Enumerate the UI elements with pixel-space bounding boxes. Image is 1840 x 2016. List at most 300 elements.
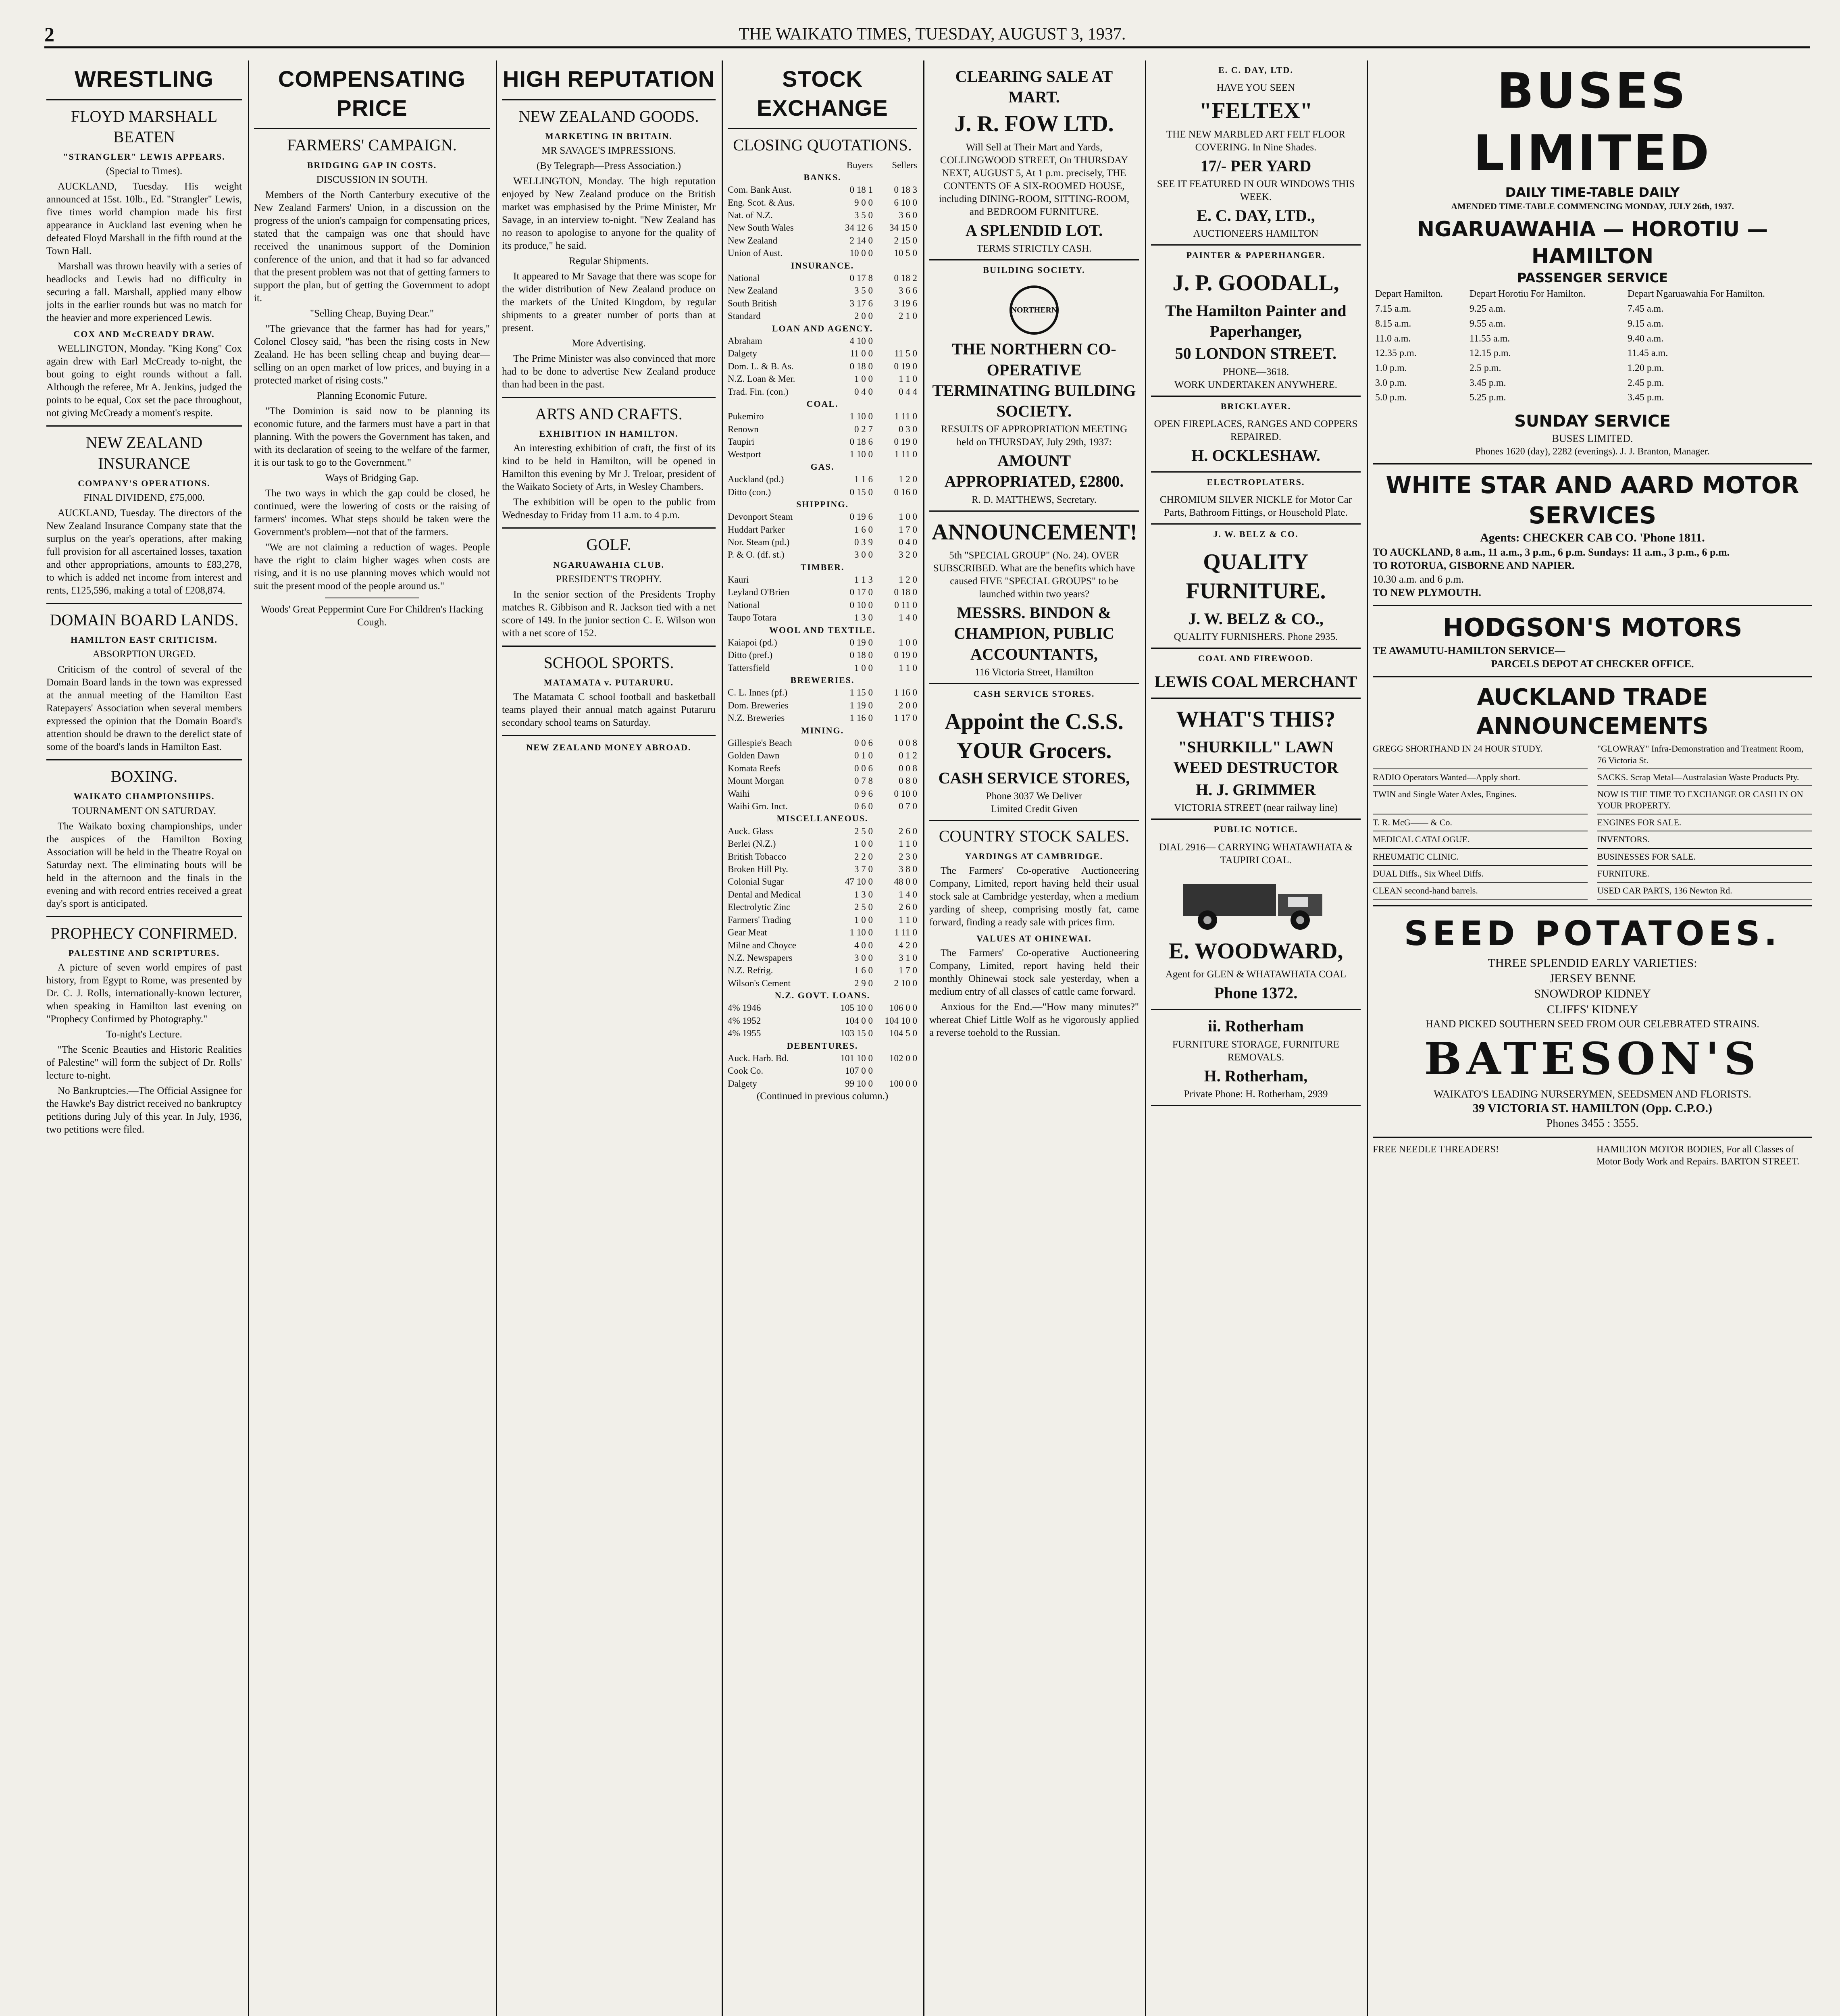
trade-announcements — [1373, 741, 1812, 900]
stock-price: 2 5 0 — [854, 826, 873, 836]
headline-boxing: BOXING. — [110, 767, 178, 786]
trade-banner: AUCKLAND TRADE ANNOUNCEMENTS — [1476, 684, 1709, 739]
article-paragraph: The Farmers' Co-operative Auctioneering Company, Limited, report having held their monthly Ohinewai stock sale yesterday, when a medium entry of all classes of cattle came forward. — [929, 947, 1139, 997]
stock-name: Berlei (N.Z.) — [728, 839, 776, 849]
stock-group-header: DEBENTURES. — [787, 1040, 858, 1051]
column-header: Buyers — [846, 160, 873, 170]
subhead-strangler: "STRANGLER" LEWIS APPEARS. — [63, 152, 225, 162]
table-row — [728, 599, 917, 611]
advert-heading: "FELTEX" — [1199, 98, 1313, 124]
table-row — [728, 335, 917, 347]
article-paragraph: "We are not claiming a reduction of wages. People have the right to claim higher wages when costs are rising, and it is no use planning moves which would not suit the present mood of the people around us." — [254, 541, 490, 591]
advert-line: Private Phone: H. Rotherham, 2939 — [1184, 1088, 1328, 1100]
advert-needle-threaders: FREE NEEDLE THREADERS! — [1373, 1144, 1499, 1155]
table-row — [728, 863, 917, 875]
subhead-exhibition: EXHIBITION IN HAMILTON. — [539, 429, 679, 439]
timetable-cell: 9.55 a.m. — [1469, 318, 1506, 329]
stock-price: 0 4 0 — [854, 386, 873, 397]
stock-name: Leyland O'Brien — [728, 587, 789, 598]
stock-name: Ditto (con.) — [728, 487, 771, 497]
stock-price: 3 8 0 — [899, 864, 917, 874]
advert-heading: ii. Rotherham — [1208, 1017, 1304, 1035]
parcels-depot: PARCELS DEPOT AT CHECKER OFFICE. — [1491, 658, 1694, 670]
stock-name: Golden Dawn — [728, 750, 780, 761]
column-6 — [1151, 60, 1361, 2016]
subhead-final-dividend: FINAL DIVIDEND, £75,000. — [83, 492, 205, 503]
route-line: TO NEW PLYMOUTH. — [1373, 586, 1481, 598]
stock-price: 1 4 0 — [899, 889, 917, 900]
section-label: BRICKLAYER. — [1220, 401, 1291, 411]
stock-price: 2 1 0 — [899, 311, 917, 321]
table-row — [728, 1077, 917, 1090]
table-row — [728, 800, 917, 812]
article-paragraph: A picture of seven world empires of past history, from Egypt to Rome, was presented by Dr. C. J. Rolls, internationally-known lecturer, when speaking in Hamilton last evening on "Prophecy Confirmed by Photography." — [46, 962, 242, 1025]
stock-price: 3 19 6 — [894, 298, 917, 308]
bus-timetable — [1373, 286, 1812, 406]
stock-price: 3 17 6 — [849, 298, 873, 308]
timetable-amended: AMENDED TIME-TABLE COMMENCING MONDAY, JULY 26th, 1937. — [1451, 201, 1734, 212]
stock-price: 2 14 0 — [849, 235, 873, 246]
stock-price: 1 0 0 — [854, 374, 873, 384]
table-row — [1374, 317, 1811, 331]
timetable-cell: 7.45 a.m. — [1627, 304, 1664, 314]
stock-price: 10 5 0 — [894, 248, 917, 258]
advert-line: MESSRS. BINDON & CHAMPION, PUBLIC ACCOUNTANTS, — [954, 604, 1114, 663]
stock-price: 1 1 0 — [899, 374, 917, 384]
table-row — [728, 448, 917, 460]
stock-price: 1 1 0 — [899, 839, 917, 849]
stock-price: 107 0 0 — [845, 1066, 873, 1076]
truck-icon — [1179, 872, 1332, 932]
table-row — [728, 662, 917, 674]
table-row — [728, 486, 917, 498]
advert-line: SEE IT FEATURED IN OUR WINDOWS THIS WEEK. — [1157, 179, 1355, 203]
trade-item: MEDICAL CATALOGUE. — [1373, 831, 1588, 848]
stock-price: 0 17 0 — [849, 587, 873, 598]
table-row — [728, 410, 917, 423]
stock-name: N.Z. Refrig. — [728, 965, 773, 976]
stock-name: Renown — [728, 424, 759, 434]
article-paragraph: WELLINGTON, Monday. "King Kong" Cox again drew with Earl McCready to-night, the bout going to eight rounds without a fall. Although the referee, Mr A. Jenkins, judged the points to be equal, Cox set the pace throughout, not giving McCready a moment's respite. — [46, 343, 242, 419]
advert-line: AMOUNT APPROPRIATED, £2800. — [944, 452, 1124, 491]
stock-price: 1 10 0 — [849, 449, 873, 460]
timetable-label: DAILY TIME-TABLE DAILY — [1505, 185, 1680, 200]
subhead-farmers-campaign: FARMERS' CAMPAIGN. — [287, 136, 457, 154]
stock-price: 0 19 6 — [849, 512, 873, 522]
stock-price: 0 8 0 — [899, 776, 917, 786]
page-number: 2 — [44, 23, 54, 46]
headline-arts-crafts: ARTS AND CRAFTS. — [535, 405, 683, 423]
stock-price: 0 3 0 — [899, 424, 917, 434]
advert-line: WORK UNDERTAKEN ANYWHERE. — [1174, 379, 1338, 390]
stock-price: 1 19 0 — [849, 700, 873, 710]
table-row — [728, 611, 917, 624]
stock-price: 1 7 0 — [899, 965, 917, 976]
advert-heading: CLEARING SALE AT MART. — [955, 67, 1113, 106]
stock-price: 0 7 8 — [854, 776, 873, 786]
stock-price: 0 1 0 — [854, 750, 873, 761]
subhead-cambridge: YARDINGS AT CAMBRIDGE. — [965, 851, 1103, 861]
seed-variety: SNOWDROP KIDNEY — [1534, 987, 1651, 1001]
stock-group-header: MINING. — [801, 725, 844, 735]
article-paragraph: Criticism of the control of several of the Domain Board lands in the town was expressed at the annual meeting of the Hamilton East Ratepayers' Association when several members expressed the opinion that the Domain Board's attention should be drawn to the derelict state of some of the board's lands in Hamilton East. — [46, 664, 242, 753]
advert-chromium — [1151, 489, 1361, 525]
stock-price: 3 5 0 — [854, 285, 873, 296]
advert-line: Phone 1372. — [1214, 984, 1298, 1002]
section-label: J. W. BELZ & CO. — [1213, 529, 1299, 539]
article-paragraph: In the senior section of the Presidents Trophy matches R. Gibbison and R. Jackson tied with a net score of 149. In the junior section C. E. Wilson won with a net score of 152. — [502, 589, 716, 639]
table-row — [728, 347, 917, 360]
article-paragraph: No Bankruptcies.—The Official Assignee for the Hawke's Bay district received no bankruptcy petitions during July of this year. In July, 1936, two petitions were filed. — [46, 1085, 242, 1135]
stock-price: 0 2 7 — [854, 424, 873, 434]
table-row — [728, 360, 917, 373]
table-row — [728, 423, 917, 435]
timetable-cell: 3.0 p.m. — [1375, 377, 1407, 388]
stock-price: 1 1 0 — [899, 662, 917, 673]
column-4 — [728, 60, 917, 2016]
stock-name: Ditto (pref.) — [728, 650, 773, 660]
table-row — [1374, 302, 1811, 316]
stock-price: 0 18 0 — [849, 361, 873, 371]
trade-item: FURNITURE. — [1597, 866, 1812, 883]
stock-name: Wilson's Cement — [728, 978, 791, 988]
stock-price: 0 18 3 — [894, 185, 917, 195]
table-row — [728, 247, 917, 259]
advert-line: Phone 3037 We Deliver — [986, 791, 1082, 802]
route-title: NGARUAWAHIA — HOROTIU — HAMILTON — [1417, 217, 1768, 269]
stock-price: 100 0 0 — [889, 1078, 917, 1089]
advert-line: 116 Victoria Street, Hamilton — [974, 666, 1094, 678]
advert-company: E. WOODWARD, — [1168, 938, 1343, 964]
stock-group-header: INSURANCE. — [791, 260, 854, 271]
stock-price: 102 0 0 — [889, 1053, 917, 1063]
stock-price: 1 10 0 — [849, 411, 873, 422]
stock-name: National — [728, 273, 760, 283]
stock-price: 0 11 0 — [894, 600, 917, 610]
timetable-cell: 12.35 p.m. — [1375, 348, 1417, 359]
stock-price: 105 10 0 — [840, 1003, 873, 1013]
stock-price: 0 17 8 — [849, 273, 873, 283]
table-row — [728, 749, 917, 762]
stock-name: Auck. Harb. Bd. — [728, 1053, 789, 1063]
subhead-company-operations: COMPANY'S OPERATIONS. — [78, 478, 210, 488]
stock-name: Kaiapoi (pd.) — [728, 637, 777, 648]
stock-price: 1 0 0 — [854, 662, 873, 673]
stock-price: 2 0 0 — [899, 700, 917, 710]
advert-lewis — [1151, 666, 1361, 699]
table-row — [728, 548, 917, 561]
batesons-banner: BATESON'S — [1424, 1033, 1761, 1085]
article-paragraph: Marshall was thrown heavily with a series of headlocks and Lewis had no difficulty in securing a fall. Marshall, applied many elbow jolts in the earlier rounds but was no match for the heavier and more experienced Lewis. — [46, 261, 242, 324]
crosshead: More Advertising. — [572, 338, 646, 349]
advert-line: Agent for GLEN & WHATAWHATA COAL — [1165, 969, 1347, 980]
buses-sign-off: BUSES LIMITED. — [1552, 433, 1633, 445]
headline-school-sports: SCHOOL SPORTS. — [543, 653, 674, 672]
stock-price: 0 19 0 — [894, 361, 917, 371]
stock-name: Tattersfield — [728, 662, 770, 673]
stock-price: 1 1 6 — [854, 474, 873, 485]
advert-shurkill — [1151, 699, 1361, 820]
stock-price: 3 0 0 — [854, 550, 873, 560]
table-row — [728, 1064, 917, 1077]
stock-name: South British — [728, 298, 777, 308]
stock-name: Waihi — [728, 788, 750, 799]
timetable-cell: 3.45 p.m. — [1627, 392, 1664, 403]
table-row — [728, 284, 917, 297]
column-header: Depart Ngaruawahia For Hamilton. — [1627, 289, 1765, 300]
northern-logo-icon: NORTHERN — [1010, 285, 1059, 335]
stock-name: Eng. Scot. & Aus. — [728, 197, 795, 208]
article-paragraph: It appeared to Mr Savage that there was scope for the wider distribution of New Zealand produce on the markets of the United Kingdom, by regular shipments to a greater number of ports than at present. — [502, 271, 716, 334]
stock-name: Cook Co. — [728, 1066, 764, 1076]
crosshead: Ways of Bridging Gap. — [325, 472, 419, 483]
stock-name: Dalgety — [728, 348, 757, 359]
advert-feltex — [1151, 77, 1361, 246]
timetable-cell: 11.55 a.m. — [1469, 333, 1510, 344]
column-7 — [1373, 60, 1812, 2016]
timetable-cell: 11.0 a.m. — [1375, 333, 1411, 344]
stock-name: Huddart Parker — [728, 524, 785, 535]
sunday-service: SUNDAY SERVICE — [1514, 412, 1671, 431]
stock-price: 1 15 0 — [849, 687, 873, 698]
section-label: CASH SERVICE STORES. — [973, 688, 1095, 699]
stock-price: 0 3 9 — [854, 537, 873, 547]
table-row — [728, 536, 917, 548]
stock-price: 1 3 0 — [854, 612, 873, 623]
crosshead: Regular Shipments. — [569, 256, 649, 267]
advert-ockleshaw — [1151, 414, 1361, 473]
table-row — [728, 901, 917, 913]
advert-company: H. OCKLESHAW. — [1191, 446, 1320, 464]
stock-price: 0 0 6 — [854, 763, 873, 773]
stock-name: Komata Reefs — [728, 763, 781, 773]
subhead-closing-quotations: CLOSING QUOTATIONS. — [733, 136, 912, 154]
table-row — [728, 787, 917, 800]
timetable-cell: 12.15 p.m. — [1469, 348, 1511, 359]
stock-price: 2 10 0 — [894, 978, 917, 988]
stock-price: 0 10 0 — [894, 788, 917, 799]
stock-price: 48 0 0 — [894, 877, 917, 887]
stock-price: 4 2 0 — [899, 940, 917, 950]
timetable-cell: 9.15 a.m. — [1627, 318, 1664, 329]
table-row — [728, 977, 917, 989]
table-row — [728, 712, 917, 724]
trade-item: "GLOWRAY" Infra-Demonstration and Treatment Room, 76 Victoria St. — [1597, 741, 1812, 769]
stock-price: 1 11 0 — [894, 927, 917, 938]
table-row — [728, 1052, 917, 1064]
stock-price: 99 10 0 — [845, 1078, 873, 1089]
stock-name: Com. Bank Aust. — [728, 185, 792, 195]
subhead-ohinewai: VALUES AT OHINEWAI. — [976, 933, 1092, 943]
stock-price: 0 0 8 — [899, 737, 917, 748]
stock-price: 10 0 0 — [849, 248, 873, 258]
advert-body: CHROMIUM SILVER NICKLE for Motor Car Parts, Bathroom Fittings, or Household Plate. — [1159, 494, 1352, 519]
stock-price: 1 11 0 — [894, 449, 917, 460]
stock-name: N.Z. Loan & Mer. — [728, 374, 795, 384]
advert-goodall — [1151, 262, 1361, 396]
advert-woodward — [1151, 837, 1361, 1010]
stock-price: 0 7 0 — [899, 801, 917, 812]
advert-northern — [929, 277, 1139, 511]
headline-country-stock: COUNTRY STOCK SALES. — [939, 827, 1130, 846]
subhead-lecture: To-night's Lecture. — [106, 1029, 182, 1040]
advert-price: 17/- PER YARD — [1200, 156, 1311, 175]
headline-domain-board: DOMAIN BOARD LANDS. — [50, 610, 239, 629]
stock-price: 0 16 0 — [894, 487, 917, 497]
stock-price — [873, 1064, 917, 1077]
subhead-savage: MR SAVAGE'S IMPRESSIONS. — [541, 145, 676, 156]
stock-price: 1 11 0 — [894, 411, 917, 422]
stock-name: Standard — [728, 311, 761, 321]
subhead-waikato-champs: WAIKATO CHAMPIONSHIPS. — [73, 791, 215, 802]
stock-price: 1 0 0 — [899, 637, 917, 648]
advert-line: HAVE YOU SEEN — [1216, 82, 1295, 94]
trade-item: USED CAR PARTS, 136 Newton Rd. — [1597, 883, 1812, 900]
table-row — [1374, 332, 1811, 346]
stock-price: 1 16 0 — [849, 713, 873, 723]
stock-price: 0 4 0 — [899, 537, 917, 547]
advert-heading: J. P. GOODALL, — [1172, 271, 1339, 296]
stock-name: Waihi Grn. Inct. — [728, 801, 788, 812]
hodgsons-banner: HODGSON'S MOTORS — [1442, 613, 1742, 643]
stock-price: 2 6 0 — [899, 826, 917, 836]
stock-price: 1 6 0 — [854, 965, 873, 976]
subhead-absorption: ABSORPTION URGED. — [92, 649, 196, 660]
stock-price: 1 10 0 — [849, 927, 873, 938]
continued-note: (Continued in previous column.) — [756, 1091, 889, 1102]
advert-company: J. W. BELZ & CO., — [1188, 609, 1324, 628]
stock-price — [873, 335, 917, 347]
stock-price: 0 18 1 — [849, 185, 873, 195]
table-row — [728, 297, 917, 310]
table-row — [728, 964, 917, 977]
advert-announcement — [929, 512, 1139, 684]
dateline: (Special to Times). — [106, 166, 183, 177]
batesons-address: 39 VICTORIA ST. HAMILTON (Opp. C.P.O.) — [1472, 1102, 1713, 1115]
table-row — [728, 762, 917, 775]
batesons-line: WAIKATO'S LEADING NURSERYMEN, SEEDSMEN AND FLORISTS. — [1434, 1088, 1751, 1100]
stock-name: New Zealand — [728, 285, 778, 296]
article-paragraph: The two ways in which the gap could be closed, he continued, were the lowering of costs or the raising of farmers' incomes. What steps should be taken were the Government's problem—not that of the farmers. — [254, 487, 490, 537]
timetable-cell: 5.0 p.m. — [1375, 392, 1407, 403]
stock-price: 4 10 0 — [849, 335, 873, 346]
timetable-cell: 9.25 a.m. — [1469, 304, 1506, 314]
table-row — [728, 914, 917, 926]
table-row — [728, 888, 917, 901]
stock-name: Milne and Choyce — [728, 940, 796, 950]
stock-price: 3 5 0 — [854, 210, 873, 220]
subhead-presidents-trophy: PRESIDENT'S TROPHY. — [556, 573, 662, 585]
section-label: E. C. DAY, LTD. — [1218, 65, 1293, 75]
stock-price: 0 19 0 — [894, 437, 917, 447]
stock-price: 0 19 0 — [849, 637, 873, 648]
stock-group-header: WOOL AND TEXTILE. — [769, 625, 876, 635]
article-paragraph: The exhibition will be open to the public from Wednesday to Friday from 11 a.m. to 4 p.m. — [502, 497, 716, 521]
stock-price: 1 2 0 — [899, 474, 917, 485]
trade-item: SACKS. Scrap Metal—Australasian Waste Products Pty. — [1597, 769, 1812, 786]
table-row — [728, 573, 917, 586]
batesons-phones: Phones 3455 : 3555. — [1546, 1117, 1639, 1130]
column-header: Depart Hamilton. — [1375, 289, 1443, 300]
table-row — [728, 939, 917, 952]
stock-price: 47 10 0 — [845, 877, 873, 887]
seed-variety: JERSEY BENNE — [1549, 971, 1636, 985]
advert-line: QUALITY FURNISHERS. Phone 2935. — [1174, 631, 1338, 642]
advert-line: AUCTIONEERS HAMILTON — [1193, 228, 1319, 240]
stock-name: Gear Meat — [728, 927, 767, 938]
advert-body: RESULTS OF APPROPRIATION MEETING held on THURSDAY, July 29th, 1937: — [941, 424, 1128, 448]
advert-heading: LEWIS COAL MERCHANT — [1154, 672, 1357, 691]
article-paragraph: Members of the North Canterbury executive of the New Zealand Farmers' Union, in a discussion on the progress of the union's campaign for compensating prices, stated that the campaign was one that should have received the unanimous support of the Dominion conference of the union, and that it had so far advanced that the present problem was not that of getting farmers to support the plan, but of getting the Government to adopt it. — [254, 189, 490, 304]
column-header: Sellers — [892, 160, 917, 170]
stock-name: British Tobacco — [728, 851, 787, 862]
headline-nz-insurance: NEW ZEALAND INSURANCE — [85, 433, 203, 473]
table-row — [728, 473, 917, 485]
headline-stock-exchange: STOCK EXCHANGE — [757, 66, 888, 121]
trade-item: RHEUMATIC CLINIC. — [1373, 849, 1588, 866]
trade-item: DUAL Diffs., Six Wheel Diffs. — [1373, 866, 1588, 883]
route-line: TE AWAMUTU-HAMILTON SERVICE— — [1373, 644, 1565, 656]
table-row — [728, 686, 917, 699]
stock-price: 2 6 0 — [899, 902, 917, 912]
advert-body: Will Sell at Their Mart and Yards, COLLINGWOOD STREET, On THURSDAY NEXT, AUGUST 5, At 1 p.m. precisely, THE CONTENTS OF A SIX-ROOMED HOUSE, including DINING-ROOM, SITTING-ROOM, and BEDROOM FURNITURE. — [939, 142, 1130, 218]
advert-line: FURNITURE STORAGE, FURNITURE REMOVALS. — [1172, 1039, 1340, 1063]
advert-company: H. J. GRIMMER — [1196, 781, 1316, 799]
advert-line: VICTORIA STREET (near railway line) — [1174, 802, 1338, 814]
stock-name: Nat. of N.Z. — [728, 210, 773, 220]
table-row — [728, 183, 917, 196]
stock-price: 3 6 6 — [899, 285, 917, 296]
subhead-nz-money-abroad: NEW ZEALAND MONEY ABROAD. — [526, 742, 691, 753]
masthead — [44, 22, 1810, 48]
stock-price: 0 4 4 — [899, 386, 917, 397]
table-row — [728, 435, 917, 448]
table-row — [728, 510, 917, 523]
stock-name: Kauri — [728, 575, 749, 585]
stock-price: 3 2 0 — [899, 550, 917, 560]
stock-name: Westport — [728, 449, 761, 460]
seed-line: THREE SPLENDID EARLY VARIETIES: — [1488, 956, 1697, 970]
table-row — [728, 952, 917, 964]
headline-high-reputation: HIGH REPUTATION — [502, 66, 715, 92]
buses-limited-banner: BUSES LIMITED — [1473, 63, 1712, 181]
stock-price: 3 6 0 — [899, 210, 917, 220]
stock-price: 1 3 0 — [854, 889, 873, 900]
stock-price: 1 0 0 — [854, 839, 873, 849]
timetable-cell: 5.25 p.m. — [1469, 392, 1506, 403]
table-row — [728, 1027, 917, 1039]
table-row — [728, 196, 917, 209]
advert-company: E. C. DAY, LTD., — [1197, 206, 1315, 225]
stock-name: Electrolytic Zinc — [728, 902, 791, 912]
advert-css — [929, 701, 1139, 821]
stock-group-header: GAS. — [810, 461, 835, 472]
stock-price: 34 12 6 — [845, 223, 873, 233]
stock-price: 6 10 0 — [894, 197, 917, 208]
headline-wrestling: WRESTLING — [75, 66, 214, 92]
stock-quotations-table — [728, 159, 917, 1090]
headline-golf: GOLF. — [586, 535, 631, 554]
stock-price: 0 1 2 — [899, 750, 917, 761]
stock-price: 2 5 0 — [854, 902, 873, 912]
article-paragraph: "The Dominion is said now to be planning its economic future, and the farmers must have a part in that planning. With the powers the Government has taken, and with its declaration of seeing to the welfare of the farmer, it is our task to go to the Government." — [254, 405, 490, 468]
stock-name: Broken Hill Pty. — [728, 864, 788, 874]
advert-body: OPEN FIREPLACES, RANGES AND COPPERS REPAIRED. — [1154, 418, 1358, 442]
stock-price: 0 18 0 — [894, 587, 917, 598]
stock-price: 2 3 0 — [899, 851, 917, 862]
stock-price: 0 0 8 — [899, 763, 917, 773]
stock-price: 34 15 0 — [889, 223, 917, 233]
